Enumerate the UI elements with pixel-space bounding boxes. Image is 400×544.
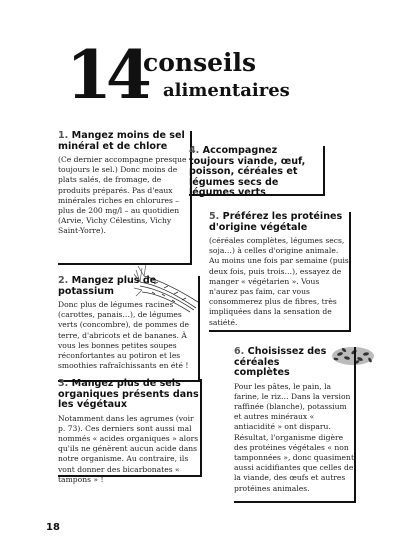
tip-1-title: Mangez moins de sel minéral et de chlore xyxy=(58,130,185,152)
tip-3-heading xyxy=(58,379,200,411)
tip-6 xyxy=(234,347,356,503)
tip-5-title: Préférez les protéines d'origine végétale xyxy=(209,211,343,233)
tip-2-body: Donc plus de légumes racines (carottes, panais…), de légumes verts (concombre), de pommes de terre, d'abricots et de bananes. À vous les bonnes petites soupes réconfortantes au potiron et les smoothies rafraîchissants en été ! xyxy=(58,300,190,371)
tip-5-body: (céréales complètes, légumes secs, soja…) à celles d'origine animale. Au moins une fois par semaine (puis deux fois, puis trois…), essayez de manger « végétarien ». Vous n'aurez pas faim, car vous consommerez plus de fibres, très impliquées dans la sensation de satiété. xyxy=(209,236,349,327)
title-line-1: conseils xyxy=(143,48,257,77)
tip-1-heading xyxy=(58,131,190,152)
tip-3-number: 3. xyxy=(58,378,69,389)
tip-4-title: Accompagnez toujours viande, œuf, poisson, céréales et légumes secs de légumes verts xyxy=(189,145,306,198)
tip-1-body: (Ce dernier accompagne presque toujours le sel.) Donc moins de plats salés, de fromage, de produits préparés. Pas d'eaux minérales riches en chlorures – plus de 200 mg/l – au quotidien (Arvie, Vichy Célestins, Vichy Saint-Yorre). xyxy=(58,155,187,236)
tip-2-heading xyxy=(58,276,198,297)
tip-5-number: 5. xyxy=(209,211,220,222)
tip-3-body: Notamment dans les agrumes (voir p. 73). Ces derniers sont aussi mal nommés « acides organiques » alors qu'ils ne génèrent aucun acide dans notre organisme. Au contraire, ils vont donner des bicarbonates « tampons » ! xyxy=(58,413,199,484)
tip-2-number: 2. xyxy=(58,275,69,286)
tip-6-title: Choisissez des céréales complètes xyxy=(234,346,327,378)
tip-2 xyxy=(58,276,200,382)
tip-6-body: Pour les pâtes, le pain, la farine, le riz… Dans la version raffinée (blanche), potassium et autres minéraux « antiacidité » ont disparu. Résultat, l'organisme digère des protéines végétales « non tamponnées », donc quasiment aussi acidifiantes que celles de la viande, des œufs et autres protéines animales. xyxy=(234,381,354,493)
page-number: 18 xyxy=(46,522,60,533)
tip-6-heading xyxy=(234,347,330,379)
tip-4-number: 4. xyxy=(189,145,200,156)
tip-5-heading xyxy=(209,212,349,233)
tip-4-heading xyxy=(189,146,323,199)
tip-3-title: Mangez plus de sels organiques présents dans les végétaux xyxy=(58,378,199,410)
tip-1-number: 1. xyxy=(58,130,69,141)
tip-2-title: Mangez plus de potassium xyxy=(58,275,157,297)
tip-1 xyxy=(58,131,192,265)
title-line-2: alimentaires xyxy=(163,80,290,101)
title-number: 14 xyxy=(66,36,146,114)
tip-3 xyxy=(58,378,202,484)
tip-5 xyxy=(209,212,351,332)
tip-4 xyxy=(189,146,325,196)
tip-6-number: 6. xyxy=(234,346,245,357)
